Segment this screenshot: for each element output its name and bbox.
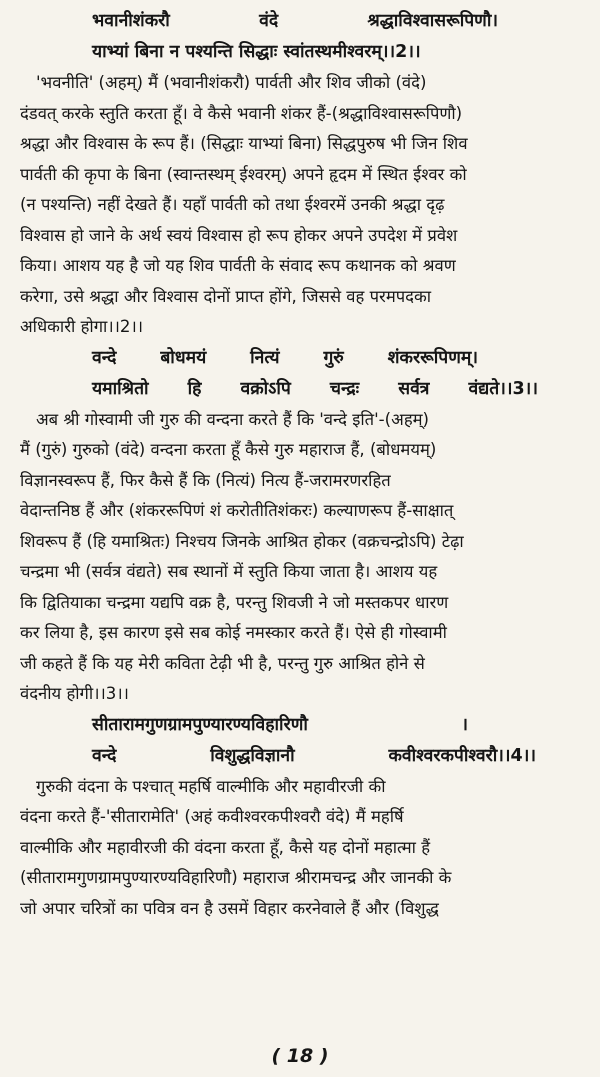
text-line: दंडवत् करके स्तुति करता हूँ। वे कैसे भवानी शंकर हैं-(श्रद्धाविश्वासरूपिणौ) bbox=[20, 103, 463, 123]
verse-3-line-2 bbox=[20, 741, 578, 772]
text-line: 'भवनीति' (अहम्) मैं (भवानीशंकरौ) पार्वती और शिव जीको (वंदे) bbox=[36, 73, 427, 92]
verse-word: याभ्यां बिना न पश्यन्ति सिद्धाः स्वांतस्थमीश्वरम्।।2।। bbox=[92, 42, 421, 62]
verse-1-line-2 bbox=[20, 37, 578, 68]
verse-word: । bbox=[461, 714, 468, 735]
text-line: वेदान्तनिष्ठ हैं और (शंकररूपिणं शं करोतीतिशंकरः) कल्याणरूप हैं-साक्षात् bbox=[20, 501, 454, 520]
text-line: जी कहते हैं कि यह मेरी कविता टेढ़ी भी है, परन्तु गुरु आश्रित होने से bbox=[20, 653, 425, 673]
verse-word: वक्रोऽपि bbox=[240, 378, 291, 399]
text-line: किया। आशय यह है जो यह शिव पार्वती के संवाद रूप कथानक को श्रवण bbox=[20, 256, 456, 275]
verse-word: हि bbox=[187, 378, 202, 399]
text-line: शिवरूप हैं (हि यमाश्रितः) निश्चय जिनके आश्रित होकर (वक्रचन्द्रोऽपि) टेढ़ा bbox=[20, 531, 464, 551]
commentary-paragraph-1 bbox=[20, 68, 578, 343]
verse-word: श्रद्धाविश्वासरूपिणौ। bbox=[367, 11, 498, 31]
verse-word: वंद्यते।।3।। bbox=[468, 378, 538, 399]
text-line: वंदनीय होगी।।3।। bbox=[20, 684, 129, 703]
text-line: करेगा, उसे श्रद्धा और विश्वास दोनों प्राप्त होंगे, जिससे वह परमपदका bbox=[20, 286, 432, 306]
verse-2-line-2 bbox=[20, 374, 578, 405]
text-line: अब श्री गोस्वामी जी गुरु की वन्दना करते हैं कि 'वन्दे इति'-(अहम्) bbox=[36, 409, 430, 429]
text-line: (सीतारामगुणग्रामपुण्यारण्यविहारिणौ) महाराज श्रीरामचन्द्र और जानकी के bbox=[20, 868, 452, 887]
verse-word: गुरुं bbox=[323, 347, 344, 368]
verse-word: नित्यं bbox=[250, 347, 280, 368]
verse-word: वन्दे bbox=[92, 347, 117, 368]
text-line: कि द्वितियाका चन्द्रमा यद्यपि वक्र है, परन्तु शिवजी ने जो मस्तकपर धारण bbox=[20, 592, 449, 612]
verse-1-line-1 bbox=[20, 6, 578, 37]
verse-word: भवानीशंकरौ bbox=[92, 11, 170, 31]
commentary-paragraph-2 bbox=[20, 405, 578, 710]
verse-word: सर्वत्र bbox=[398, 378, 430, 399]
verse-word: यमाश्रितो bbox=[92, 378, 149, 399]
text-line: मैं (गुरुं) गुरुको (वंदे) वन्दना करता हूँ कैसे गुरु महाराज हैं, (बोधमयम्) bbox=[20, 440, 437, 459]
verse-word: बोधमयं bbox=[160, 347, 207, 368]
verse-word: वन्दे bbox=[92, 745, 117, 766]
verse-2-line-1 bbox=[20, 343, 578, 374]
text-line: वंदना करते हैं-'सीतारामेति' (अहं कवीश्वरकपीश्वरौ वंदे) मैं महर्षि bbox=[20, 807, 404, 826]
verse-3 bbox=[20, 710, 578, 772]
text-line: जो अपार चरित्रों का पवित्र वन है उसमें विहार करनेवाले हैं और (विशुद्ध bbox=[20, 898, 439, 918]
text-line: वाल्मीकि और महावीरजी की वंदना करता हूँ, कैसे यह दोनों महात्मा हैं bbox=[20, 837, 431, 857]
text-line: गुरुकी वंदना के पश्चात् महर्षि वाल्मीकि और महावीरजी की bbox=[36, 776, 386, 796]
verse-word: शंकररूपिणम्। bbox=[387, 347, 478, 368]
verse-2 bbox=[20, 343, 578, 405]
commentary-paragraph-3 bbox=[20, 772, 578, 925]
page-number: ( 18 ) bbox=[271, 1045, 329, 1067]
verse-word: सीतारामगुणग्रामपुण्यारण्यविहारिणौ bbox=[92, 714, 308, 735]
verse-word: कवीश्वरकपीश्वरौ।।4।। bbox=[388, 745, 536, 766]
verse-word: चन्द्रः bbox=[329, 378, 360, 399]
text-line: श्रद्धा और विश्वास के रूप हैं। (सिद्धाः याभ्यां बिना) सिद्धपुरुष भी जिन शिव bbox=[20, 134, 468, 153]
verse-word: वंदे bbox=[259, 11, 279, 31]
text-line: (न पश्यन्ति) नहीं देखते हैं। यहाँ पार्वती को तथा ईश्वरमें उनकी श्रद्धा दृढ़ bbox=[20, 195, 445, 214]
text-line: पार्वती की कृपा के बिना (स्वान्तस्थम् ईश्वरम्) अपने हृदम में स्थित ईश्वर को bbox=[20, 164, 467, 184]
text-line: कर लिया है, इस कारण इसे सब कोई नमस्कार करते हैं। ऐसे ही गोस्वामी bbox=[20, 623, 447, 642]
text-line: अधिकारी होगा।।2।। bbox=[20, 317, 144, 336]
text-line: विज्ञानस्वरूप हैं, फिर कैसे हैं कि (नित्यं) नित्य हैं-जरामरणरहित bbox=[20, 470, 391, 490]
verse-3-line-1 bbox=[20, 710, 578, 741]
verse-1 bbox=[20, 6, 578, 68]
text-line: विश्वास हो जाने के अर्थ स्वयं विश्वास हो रूप होकर अपने उपदेश में प्रवेश bbox=[20, 225, 458, 245]
text-line: चन्द्रमा भी (सर्वत्र वंद्यते) सब स्थानों में स्तुति किया जाता है। आशय यह bbox=[20, 562, 438, 581]
verse-word: विशुद्धविज्ञानौ bbox=[210, 745, 295, 766]
